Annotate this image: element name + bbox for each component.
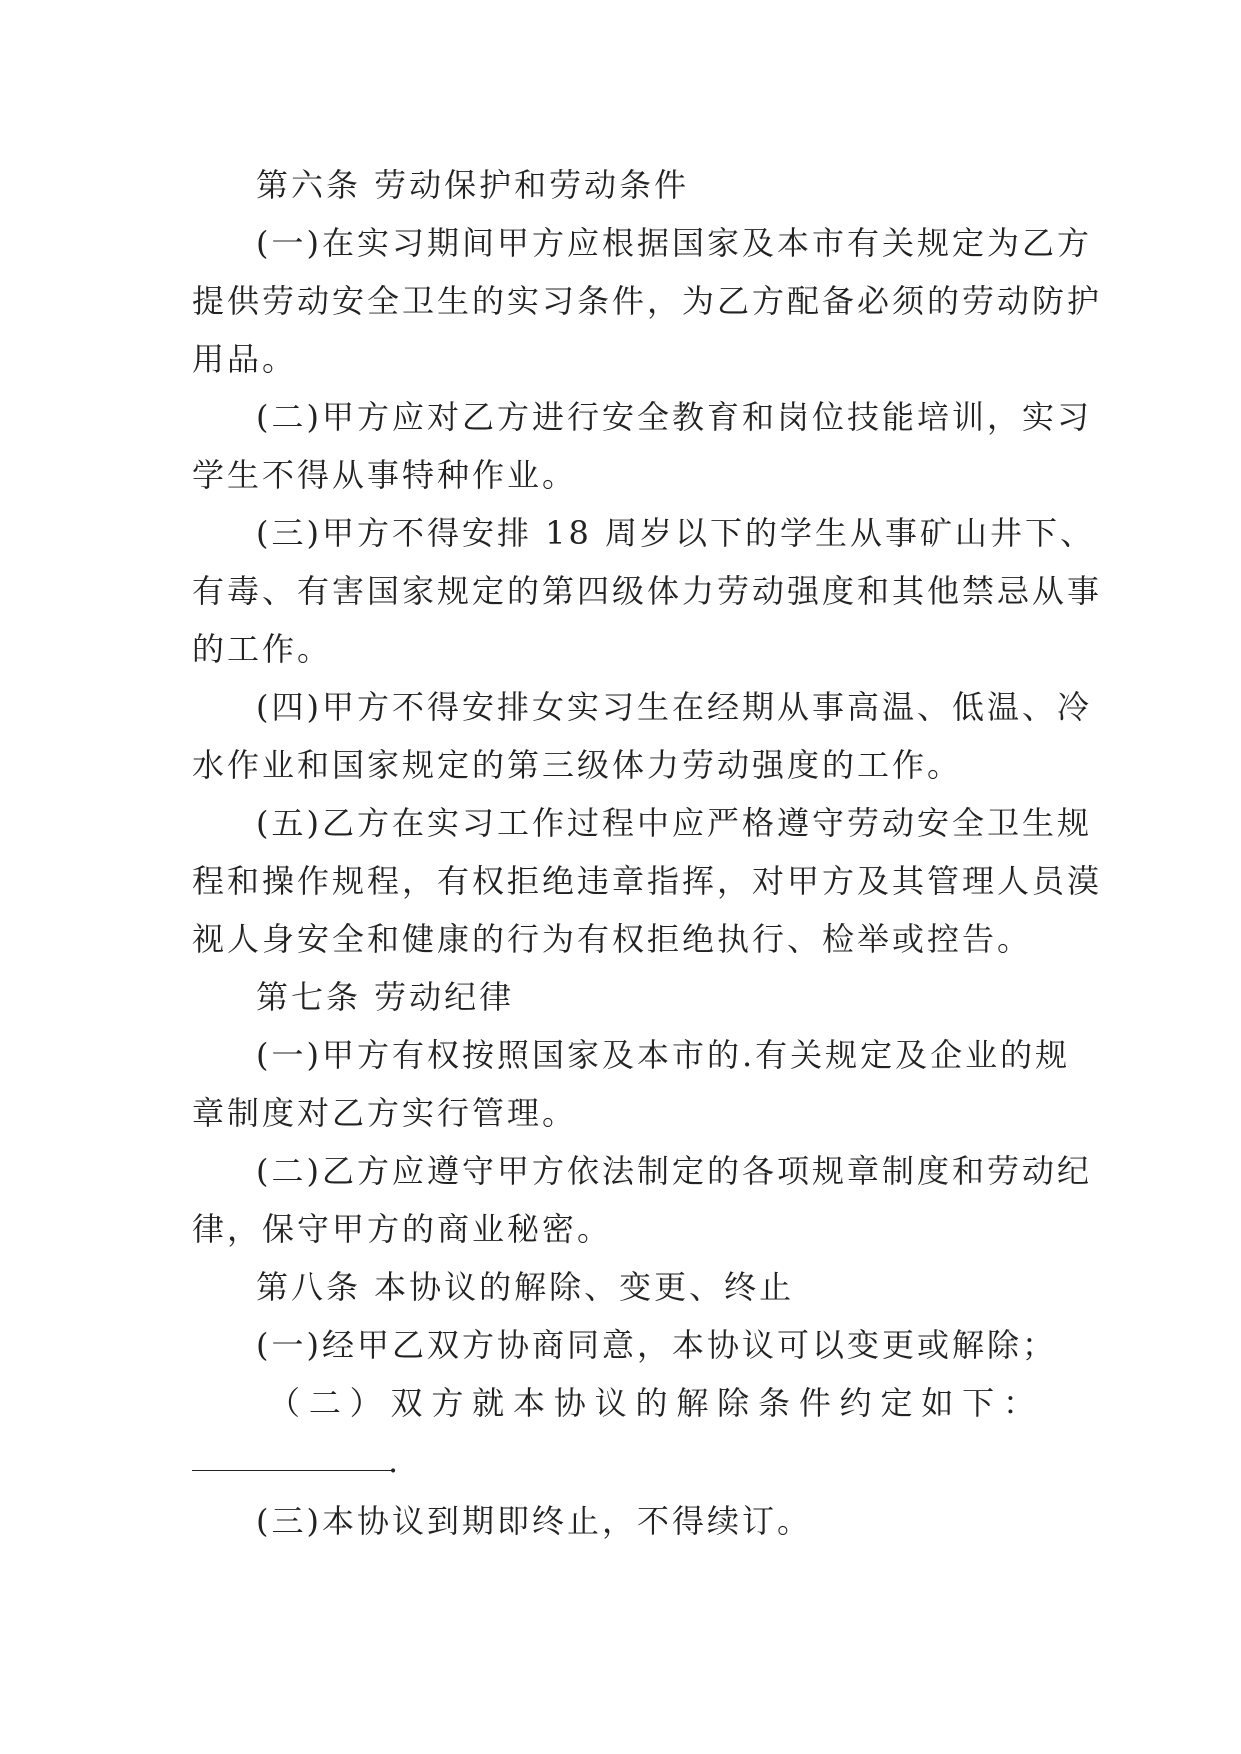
- article-6-clause-4-line-2: 水作业和国家规定的第三级体力劳动强度的工作。: [192, 746, 963, 784]
- article-6-clause-1-line-1: (一)在实习期间甲方应根据国家及本市有关规定为乙方: [256, 224, 1092, 262]
- article-7-clause-1-line-2: 章制度对乙方实行管理。: [192, 1094, 578, 1132]
- article-8-heading: 第八条 本协议的解除、变更、终止: [256, 1268, 795, 1306]
- article-6-clause-5-line-2: 程和操作规程，有权拒绝违章指挥，对甲方及其管理人员漠: [192, 862, 1103, 900]
- article-6-clause-5-line-1: (五)乙方在实习工作过程中应严格遵守劳动安全卫生规: [256, 804, 1092, 842]
- article-6-clause-1-line-3: 用品。: [192, 340, 298, 378]
- article-6-clause-3-line-3: 的工作。: [192, 630, 333, 668]
- article-6-clause-3-line-2: 有毒、有害国家规定的第四级体力劳动强度和其他禁忌从事: [192, 572, 1103, 610]
- article-7-clause-2-line-2: 律，保守甲方的商业秘密。: [192, 1210, 613, 1248]
- article-7-clause-2-line-1: (二)乙方应遵守甲方依法制定的各项规章制度和劳动纪: [256, 1152, 1092, 1190]
- article-8-clause-2-terminal-dot: .: [388, 1442, 402, 1480]
- article-8-clause-3: (三)本协议到期即终止，不得续订。: [256, 1502, 812, 1540]
- blank-fill-line: [192, 1470, 392, 1471]
- article-8-clause-2-line-1: （二）双方就本协议的解除条件约定如下：: [268, 1384, 1038, 1422]
- article-7-clause-1-line-1: (一)甲方有权按照国家及本市的.有关规定及企业的规: [256, 1036, 1071, 1074]
- article-6-clause-3-line-1: (三)甲方不得安排 18 周岁以下的学生从事矿山井下、: [256, 514, 1096, 552]
- article-6-clause-2-line-1: (二)甲方应对乙方进行安全教育和岗位技能培训，实习: [256, 398, 1092, 436]
- article-6-clause-1-line-2: 提供劳动安全卫生的实习条件，为乙方配备必须的劳动防护: [192, 282, 1103, 320]
- article-6-clause-4-line-1: (四)甲方不得安排女实习生在经期从事高温、低温、冷: [256, 688, 1092, 726]
- article-6-heading: 第六条 劳动保护和劳动条件: [256, 166, 690, 204]
- article-6-clause-5-line-3: 视人身安全和健康的行为有权拒绝执行、检举或控告。: [192, 920, 1033, 958]
- article-8-clause-1: (一)经甲乙双方协商同意，本协议可以变更或解除；: [256, 1326, 1057, 1364]
- article-7-heading: 第七条 劳动纪律: [256, 978, 515, 1016]
- article-6-clause-2-line-2: 学生不得从事特种作业。: [192, 456, 578, 494]
